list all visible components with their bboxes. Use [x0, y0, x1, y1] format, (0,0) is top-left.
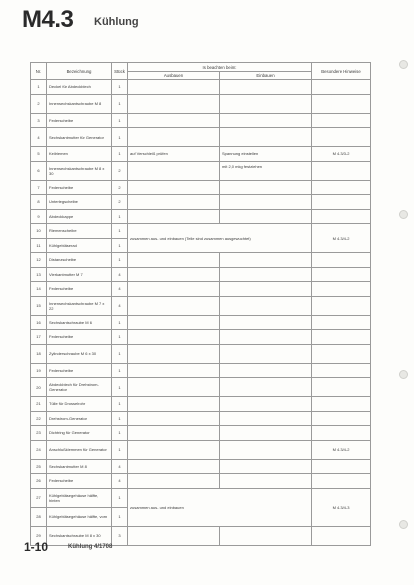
cell-hinweise: M 4.3/4-3 — [312, 488, 371, 526]
cell-einbauen — [220, 526, 312, 545]
col-header-beachten: Is beachten beim: — [128, 63, 312, 72]
footer-reference: Kühlung 4/1708 — [68, 544, 113, 550]
cell-merged-note: zusammen aus- und einbauen (Teile sind zusammen ausgewuchtet) — [128, 224, 312, 253]
cell-nr: 5 — [31, 147, 47, 162]
cell-hinweise: M 4.3/3-2 — [312, 147, 371, 162]
cell-ausbauen — [128, 344, 220, 363]
cell-stueck: 2 — [112, 161, 128, 180]
table-row — [31, 267, 371, 282]
cell-stueck: 1 — [112, 330, 128, 345]
col-header-hinweise: Besondere Hinweise — [312, 63, 371, 80]
cell-einbauen — [220, 128, 312, 147]
cell-stueck: 1 — [112, 315, 128, 330]
table-row — [31, 161, 371, 180]
cell-nr: 2 — [31, 94, 47, 113]
cell-stueck: 1 — [112, 344, 128, 363]
cell-einbauen — [220, 330, 312, 345]
cell-einbauen — [220, 282, 312, 297]
cell-stueck: 1 — [112, 94, 128, 113]
col-header-stueck: Stück — [112, 63, 128, 80]
cell-nr: 25 — [31, 459, 47, 474]
cell-ausbauen — [128, 474, 220, 489]
cell-ausbauen — [128, 180, 220, 195]
cell-nr: 11 — [31, 238, 47, 253]
cell-bezeichnung: Kühlgebläsegehäuse hälfte, hinten — [47, 488, 112, 507]
cell-einbauen — [220, 397, 312, 412]
cell-bezeichnung: Federscheibe — [47, 282, 112, 297]
cell-hinweise — [312, 459, 371, 474]
cell-nr: 22 — [31, 411, 47, 426]
table-row — [31, 426, 371, 441]
cell-einbauen — [220, 378, 312, 397]
cell-stueck: 1 — [112, 397, 128, 412]
cell-stueck: 1 — [112, 128, 128, 147]
table-row — [31, 195, 371, 210]
cell-ausbauen — [128, 80, 220, 95]
cell-ausbauen — [128, 378, 220, 397]
cell-bezeichnung: Federscheibe — [47, 330, 112, 345]
cell-hinweise — [312, 253, 371, 268]
table-row — [31, 363, 371, 378]
table-row — [31, 526, 371, 545]
cell-bezeichnung: Zylinderschraube M 6 x 30 — [47, 344, 112, 363]
cell-bezeichnung: Sechskantmutter M 8 — [47, 459, 112, 474]
cell-stueck: 1 — [112, 507, 128, 526]
cell-einbauen — [220, 315, 312, 330]
cell-nr: 7 — [31, 180, 47, 195]
cell-ausbauen — [128, 296, 220, 315]
cell-ausbauen — [128, 440, 220, 459]
table-row — [31, 315, 371, 330]
cell-hinweise — [312, 195, 371, 210]
cell-ausbauen: auf Verschleiß prüfen — [128, 147, 220, 162]
cell-ausbauen — [128, 128, 220, 147]
table-row — [31, 397, 371, 412]
punch-hole-icon — [399, 210, 408, 219]
cell-stueck: 1 — [112, 253, 128, 268]
cell-ausbauen — [128, 94, 220, 113]
cell-ausbauen — [128, 161, 220, 180]
table-row — [31, 474, 371, 489]
table-row — [31, 147, 371, 162]
cell-einbauen — [220, 209, 312, 224]
cell-nr: 19 — [31, 363, 47, 378]
cell-ausbauen — [128, 282, 220, 297]
cell-stueck: 3 — [112, 526, 128, 545]
cell-einbauen — [220, 80, 312, 95]
cell-hinweise — [312, 267, 371, 282]
cell-nr: 14 — [31, 282, 47, 297]
cell-bezeichnung: Kühlgebläsegehäuse hälfte, vorn — [47, 507, 112, 526]
cell-einbauen — [220, 474, 312, 489]
cell-hinweise — [312, 474, 371, 489]
cell-bezeichnung: Drehstrom-Generator — [47, 411, 112, 426]
cell-ausbauen — [128, 113, 220, 128]
cell-einbauen — [220, 195, 312, 210]
cell-hinweise: M 4.3/4-2 — [312, 224, 371, 253]
parts-table — [30, 62, 371, 546]
table-row — [31, 94, 371, 113]
cell-hinweise — [312, 426, 371, 441]
cell-bezeichnung: Federscheibe — [47, 180, 112, 195]
punch-hole-icon — [399, 520, 408, 529]
cell-stueck: 1 — [112, 378, 128, 397]
table-row — [31, 330, 371, 345]
cell-stueck: 1 — [112, 224, 128, 239]
cell-hinweise — [312, 113, 371, 128]
table-row — [31, 344, 371, 363]
table-row — [31, 113, 371, 128]
parts-table-body — [31, 80, 371, 546]
cell-einbauen — [220, 426, 312, 441]
cell-nr: 13 — [31, 267, 47, 282]
cell-hinweise — [312, 128, 371, 147]
cell-hinweise — [312, 411, 371, 426]
cell-nr: 15 — [31, 296, 47, 315]
cell-hinweise — [312, 363, 371, 378]
cell-einbauen — [220, 180, 312, 195]
cell-nr: 4 — [31, 128, 47, 147]
cell-stueck: 1 — [112, 80, 128, 95]
cell-ausbauen — [128, 330, 220, 345]
cell-bezeichnung: Abdeckblech für Drehstrom-Generator — [47, 378, 112, 397]
cell-bezeichnung: Unterlegscheibe — [47, 195, 112, 210]
cell-hinweise — [312, 330, 371, 345]
cell-bezeichnung: Distanzscheibe — [47, 253, 112, 268]
col-header-ausbauen: Ausbauen — [128, 72, 220, 80]
cell-hinweise — [312, 378, 371, 397]
cell-ausbauen — [128, 253, 220, 268]
cell-bezeichnung: Sechskantmutter für Generator — [47, 128, 112, 147]
cell-merged-note: zusammen aus- und einbauen — [128, 488, 312, 526]
table-row — [31, 411, 371, 426]
table-row — [31, 282, 371, 297]
table-row — [31, 209, 371, 224]
cell-bezeichnung: Innensechskantschraube M 8 x 30 — [47, 161, 112, 180]
cell-bezeichnung: Federscheibe — [47, 363, 112, 378]
table-row — [31, 253, 371, 268]
table-row — [31, 80, 371, 95]
cell-einbauen — [220, 363, 312, 378]
cell-einbauen — [220, 411, 312, 426]
cell-stueck: 1 — [112, 209, 128, 224]
cell-bezeichnung: Deckel für Abdeckblech — [47, 80, 112, 95]
cell-nr: 26 — [31, 474, 47, 489]
cell-bezeichnung: Federscheibe — [47, 474, 112, 489]
punch-hole-icon — [399, 370, 408, 379]
cell-stueck: 1 — [112, 440, 128, 459]
cell-einbauen: mit 2,0 mkg festziehen — [220, 161, 312, 180]
cell-bezeichnung: Tülle für Drosselrohr — [47, 397, 112, 412]
table-row — [31, 180, 371, 195]
cell-stueck: 1 — [112, 363, 128, 378]
cell-bezeichnung: Sechskantschraube M 8 x 30 — [47, 526, 112, 545]
cell-einbauen — [220, 459, 312, 474]
col-header-einbauen: Einbauen — [220, 72, 312, 80]
cell-ausbauen — [128, 363, 220, 378]
cell-nr: 21 — [31, 397, 47, 412]
cell-ausbauen — [128, 459, 220, 474]
cell-einbauen — [220, 267, 312, 282]
cell-ausbauen — [128, 267, 220, 282]
cell-bezeichnung: Keilriemen — [47, 147, 112, 162]
cell-stueck: 1 — [112, 238, 128, 253]
cell-stueck: 4 — [112, 459, 128, 474]
cell-nr: 23 — [31, 426, 47, 441]
cell-hinweise — [312, 80, 371, 95]
cell-ausbauen — [128, 315, 220, 330]
cell-stueck: 1 — [112, 411, 128, 426]
cell-bezeichnung: Dichtring für Generator — [47, 426, 112, 441]
cell-einbauen — [220, 94, 312, 113]
cell-stueck: 4 — [112, 474, 128, 489]
cell-bezeichnung: Vierkantmutter M 7 — [47, 267, 112, 282]
cell-ausbauen — [128, 209, 220, 224]
cell-stueck: 4 — [112, 296, 128, 315]
cell-nr: 28 — [31, 507, 47, 526]
cell-stueck: 1 — [112, 147, 128, 162]
cell-nr: 20 — [31, 378, 47, 397]
cell-hinweise — [312, 397, 371, 412]
table-row — [31, 488, 371, 507]
cell-bezeichnung: Kühlgebläserad — [47, 238, 112, 253]
cell-nr: 10 — [31, 224, 47, 239]
cell-stueck: 2 — [112, 180, 128, 195]
cell-bezeichnung: Innensechskantschraube M 7 x 22 — [47, 296, 112, 315]
cell-einbauen: Spannung einstellen — [220, 147, 312, 162]
table-row — [31, 440, 371, 459]
cell-nr: 6 — [31, 161, 47, 180]
cell-hinweise — [312, 315, 371, 330]
cell-hinweise — [312, 296, 371, 315]
cell-stueck: 4 — [112, 267, 128, 282]
cell-bezeichnung: Federscheibe — [47, 113, 112, 128]
cell-hinweise — [312, 209, 371, 224]
cell-nr: 1 — [31, 80, 47, 95]
cell-nr: 3 — [31, 113, 47, 128]
cell-nr: 8 — [31, 195, 47, 210]
section-number: M4.3 — [22, 6, 74, 33]
col-header-bezeichnung: Bezeichnung — [47, 63, 112, 80]
cell-ausbauen — [128, 426, 220, 441]
cell-nr: 18 — [31, 344, 47, 363]
cell-einbauen — [220, 440, 312, 459]
cell-einbauen — [220, 253, 312, 268]
cell-hinweise — [312, 180, 371, 195]
cell-nr: 9 — [31, 209, 47, 224]
cell-ausbauen — [128, 526, 220, 545]
page-number: 1-10 — [24, 540, 49, 554]
cell-stueck: 4 — [112, 282, 128, 297]
cell-nr: 16 — [31, 315, 47, 330]
cell-ausbauen — [128, 397, 220, 412]
cell-hinweise: M 4.3/4-2 — [312, 440, 371, 459]
cell-ausbauen — [128, 411, 220, 426]
cell-stueck: 1 — [112, 488, 128, 507]
cell-bezeichnung: Innensechskantschraube M 8 — [47, 94, 112, 113]
cell-einbauen — [220, 113, 312, 128]
cell-einbauen — [220, 344, 312, 363]
table-row — [31, 128, 371, 147]
cell-nr: 24 — [31, 440, 47, 459]
cell-bezeichnung: Riemenscheibe — [47, 224, 112, 239]
cell-stueck: 1 — [112, 113, 128, 128]
cell-hinweise — [312, 526, 371, 545]
cell-einbauen — [220, 296, 312, 315]
section-title: Kühlung — [94, 16, 139, 28]
cell-stueck: 1 — [112, 426, 128, 441]
table-row — [31, 296, 371, 315]
col-header-nr: Nr. — [31, 63, 47, 80]
cell-bezeichnung: Anschlußklemmen für Generator — [47, 440, 112, 459]
cell-stueck: 2 — [112, 195, 128, 210]
punch-hole-icon — [399, 60, 408, 69]
cell-ausbauen — [128, 195, 220, 210]
cell-nr: 29 — [31, 526, 47, 545]
cell-nr: 27 — [31, 488, 47, 507]
cell-hinweise — [312, 282, 371, 297]
table-row — [31, 378, 371, 397]
cell-hinweise — [312, 161, 371, 180]
cell-bezeichnung: Sechskantschraube M 6 — [47, 315, 112, 330]
cell-hinweise — [312, 94, 371, 113]
cell-nr: 12 — [31, 253, 47, 268]
cell-hinweise — [312, 344, 371, 363]
cell-bezeichnung: Abdeckkappe — [47, 209, 112, 224]
table-row — [31, 459, 371, 474]
table-row — [31, 224, 371, 239]
cell-nr: 17 — [31, 330, 47, 345]
